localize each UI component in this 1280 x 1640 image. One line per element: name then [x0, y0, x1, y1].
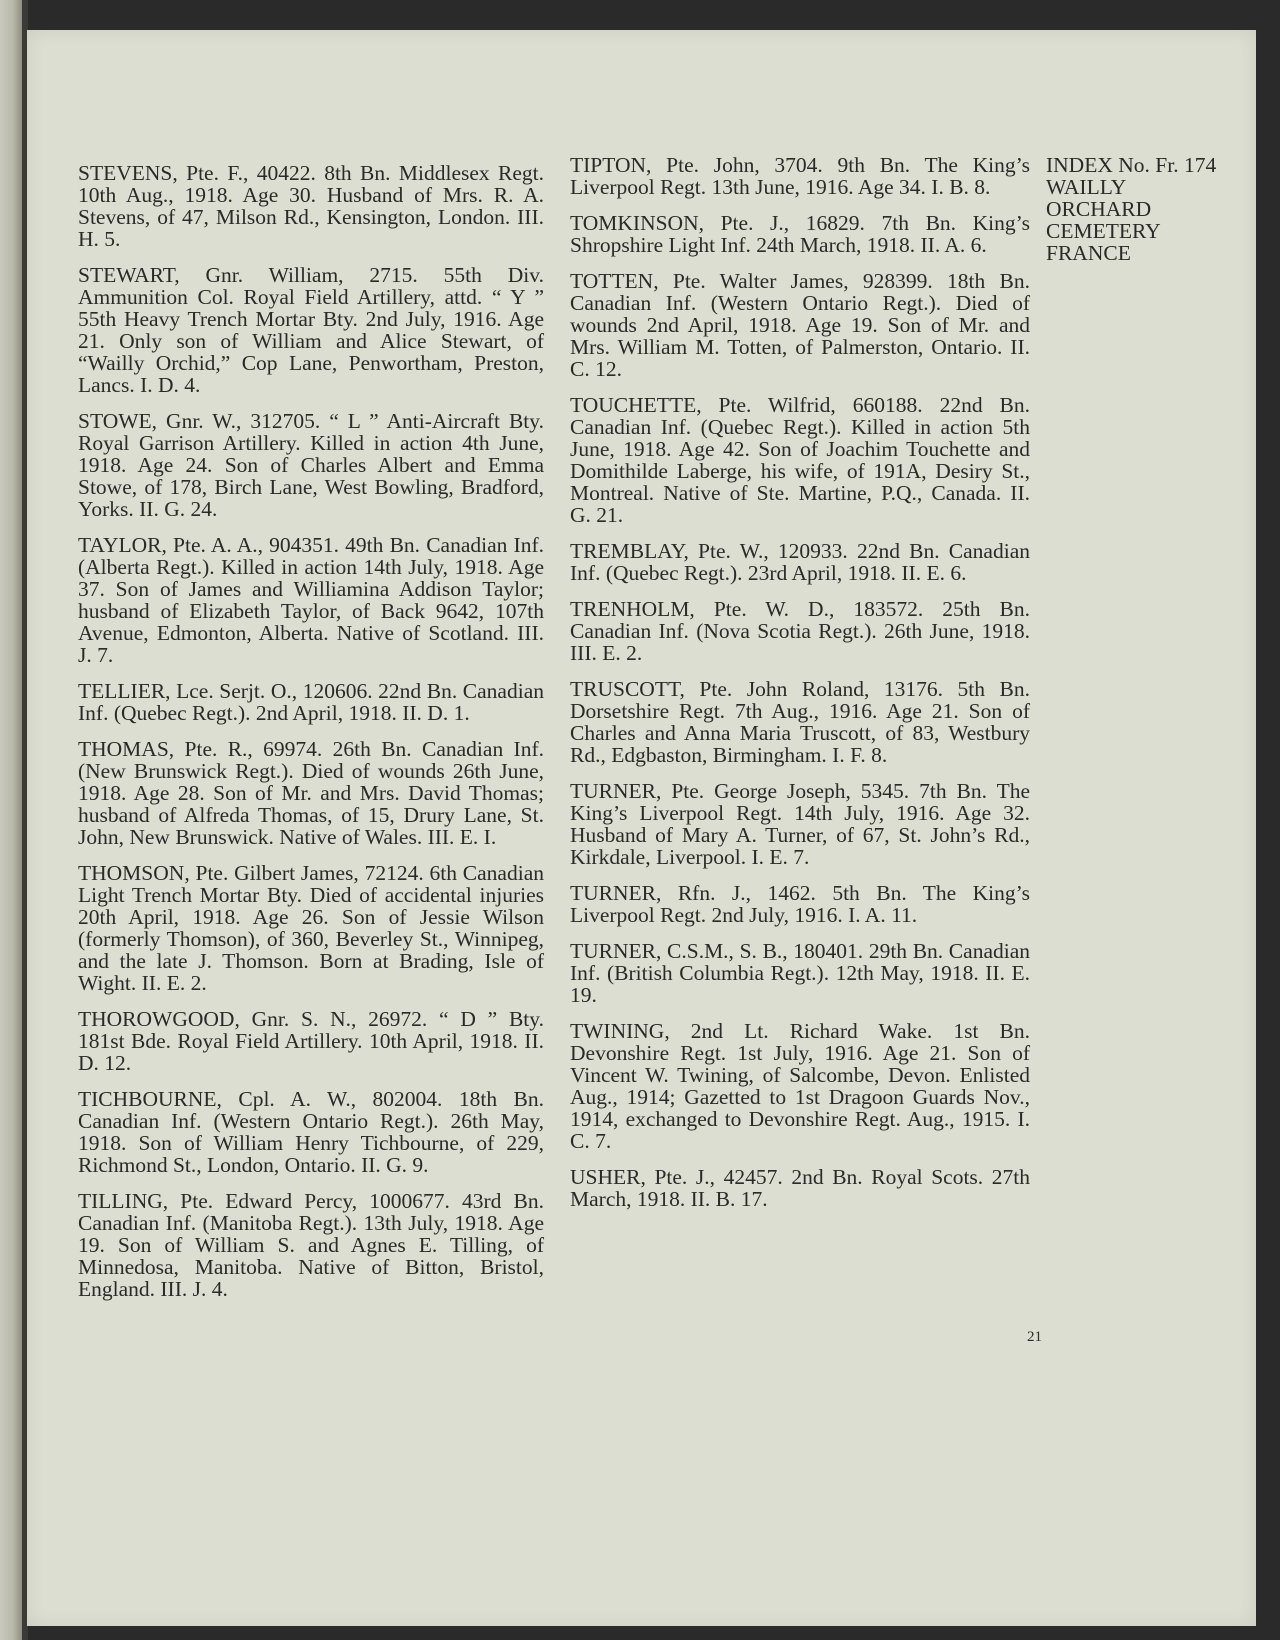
casualty-entry: TOMKINSON, Pte. J., 16829. 7th Bn. King’s Shropshire Light Inf. 24th March, 1918. II. A. 6.	[570, 211, 1030, 257]
casualty-entry: TREMBLAY, Pte. W., 120933. 22nd Bn. Canadian Inf. (Quebec Regt.). 23rd April, 1918. II. E. 6.	[570, 539, 1030, 585]
casualty-entry: USHER, Pte. J., 42457. 2nd Bn. Royal Scots. 27th March, 1918. II. B. 17.	[570, 1165, 1030, 1211]
index-line: CEMETERY	[1046, 219, 1161, 243]
casualty-entry: TILLING, Pte. Edward Percy, 1000677. 43rd Bn. Canadian Inf. (Manitoba Regt.). 13th July, 1918. Age 19. Son of William S. and Agnes E. Tilling, of Minnedosa, Manitoba. Native of Bitton, Bristol, England. III. J. 4.	[78, 1189, 544, 1301]
cemetery-index	[1046, 154, 1256, 264]
left-column	[78, 162, 544, 1314]
casualty-entry: STEVENS, Pte. F., 40422. 8th Bn. Middlesex Regt. 10th Aug., 1918. Age 30. Husband of Mrs. R. A. Stevens, of 47, Milson Rd., Kensington, London. III. H. 5.	[78, 161, 544, 251]
casualty-entry: TOUCHETTE, Pte. Wilfrid, 660188. 22nd Bn. Canadian Inf. (Quebec Regt.). Killed in action 5th June, 1918. Age 42. Son of Joachim Touchette and Domithilde Laberge, his wife, of 191A, Desiry St., Montreal. Native of Ste. Martine, P.Q., Canada. II. G. 21.	[570, 393, 1030, 527]
index-line: FRANCE	[1046, 241, 1131, 265]
casualty-entry: TURNER, Rfn. J., 1462. 5th Bn. The King’s Liverpool Regt. 2nd July, 1916. I. A. 11.	[570, 881, 1030, 927]
index-line: WAILLY	[1046, 175, 1127, 199]
casualty-entry: TOTTEN, Pte. Walter James, 928399. 18th Bn. Canadian Inf. (Western Ontario Regt.). Died of wounds 2nd April, 1918. Age 19. Son of Mr. and Mrs. William M. Totten, of Palmerston, Ontario. II. C. 12.	[570, 269, 1030, 381]
casualty-entry: STEWART, Gnr. William, 2715. 55th Div. Ammunition Col. Royal Field Artillery, attd. “ Y ” 55th Heavy Trench Mortar Bty. 2nd July, 1916. Age 21. Only son of William and Alice Stewart, of “Wailly Orchid,” Cop Lane, Penwortham, Preston, Lancs. I. D. 4.	[78, 263, 544, 397]
right-column	[570, 154, 1030, 1224]
casualty-entry: TRENHOLM, Pte. W. D., 183572. 25th Bn. Canadian Inf. (Nova Scotia Regt.). 26th June, 1918. III. E. 2.	[570, 597, 1030, 665]
casualty-entry: THOMSON, Pte. Gilbert James, 72124. 6th Canadian Light Trench Mortar Bty. Died of accidental injuries 20th April, 1918. Age 26. Son of Jessie Wilson (formerly Thomson), of 360, Beverley St., Winnipeg, and the late J. Thomson. Born at Brading, Isle of Wight. II. E. 2.	[78, 861, 544, 995]
index-line: ORCHARD	[1046, 197, 1152, 221]
register-page	[27, 30, 1256, 1626]
casualty-entry: TURNER, C.S.M., S. B., 180401. 29th Bn. Canadian Inf. (British Columbia Regt.). 12th May, 1918. II. E. 19.	[570, 939, 1030, 1007]
casualty-entry: STOWE, Gnr. W., 312705. “ L ” Anti-Aircraft Bty. Royal Garrison Artillery. Killed in action 4th June, 1918. Age 24. Son of Charles Albert and Emma Stowe, of 178, Birch Lane, West Bowling, Bradford, Yorks. II. G. 24.	[78, 409, 544, 521]
casualty-entry: TURNER, Pte. George Joseph, 5345. 7th Bn. The King’s Liverpool Regt. 14th July, 1916. Age 32. Husband of Mary A. Turner, of 67, St. John’s Rd., Kirkdale, Liverpool. I. E. 7.	[570, 779, 1030, 869]
casualty-entry: TELLIER, Lce. Serjt. O., 120606. 22nd Bn. Canadian Inf. (Quebec Regt.). 2nd April, 1918. II. D. 1.	[78, 679, 544, 725]
page-number: 21	[1027, 1329, 1042, 1345]
casualty-entry: TAYLOR, Pte. A. A., 904351. 49th Bn. Canadian Inf. (Alberta Regt.). Killed in action 14th July, 1918. Age 37. Son of James and Williamina Addison Taylor; husband of Elizabeth Taylor, of Back 9642, 107th Avenue, Edmonton, Alberta. Native of Scotland. III. J. 7.	[78, 533, 544, 667]
casualty-entry: TWINING, 2nd Lt. Richard Wake. 1st Bn. Devonshire Regt. 1st July, 1916. Age 21. Son of Vincent W. Twining, of Salcombe, Devon. Enlisted Aug., 1914; Gazetted to 1st Dragoon Guards Nov., 1914, exchanged to Devonshire Regt. Aug., 1915. I. C. 7.	[570, 1019, 1030, 1153]
previous-page-edge	[0, 0, 22, 1640]
casualty-entry: TRUSCOTT, Pte. John Roland, 13176. 5th Bn. Dorsetshire Regt. 7th Aug., 1916. Age 21. Son of Charles and Anna Maria Truscott, of 83, Westbury Rd., Edgbaston, Birmingham. I. F. 8.	[570, 677, 1030, 767]
casualty-entry: TICHBOURNE, Cpl. A. W., 802004. 18th Bn. Canadian Inf. (Western Ontario Regt.). 26th May, 1918. Son of William Henry Tichbourne, of 229, Richmond St., London, Ontario. II. G. 9.	[78, 1087, 544, 1177]
casualty-entry: THOMAS, Pte. R., 69974. 26th Bn. Canadian Inf. (New Brunswick Regt.). Died of wounds 26th June, 1918. Age 28. Son of Mr. and Mrs. David Thomas; husband of Alfreda Thomas, of 15, Drury Lane, St. John, New Brunswick. Native of Wales. III. E. I.	[78, 737, 544, 849]
index-number: INDEX No. Fr. 174	[1046, 153, 1217, 177]
casualty-entry: THOROWGOOD, Gnr. S. N., 26972. “ D ” Bty. 181st Bde. Royal Field Artillery. 10th April, 1918. II. D. 12.	[78, 1007, 544, 1075]
casualty-entry: TIPTON, Pte. John, 3704. 9th Bn. The King’s Liverpool Regt. 13th June, 1916. Age 34. I. B. 8.	[570, 153, 1030, 199]
